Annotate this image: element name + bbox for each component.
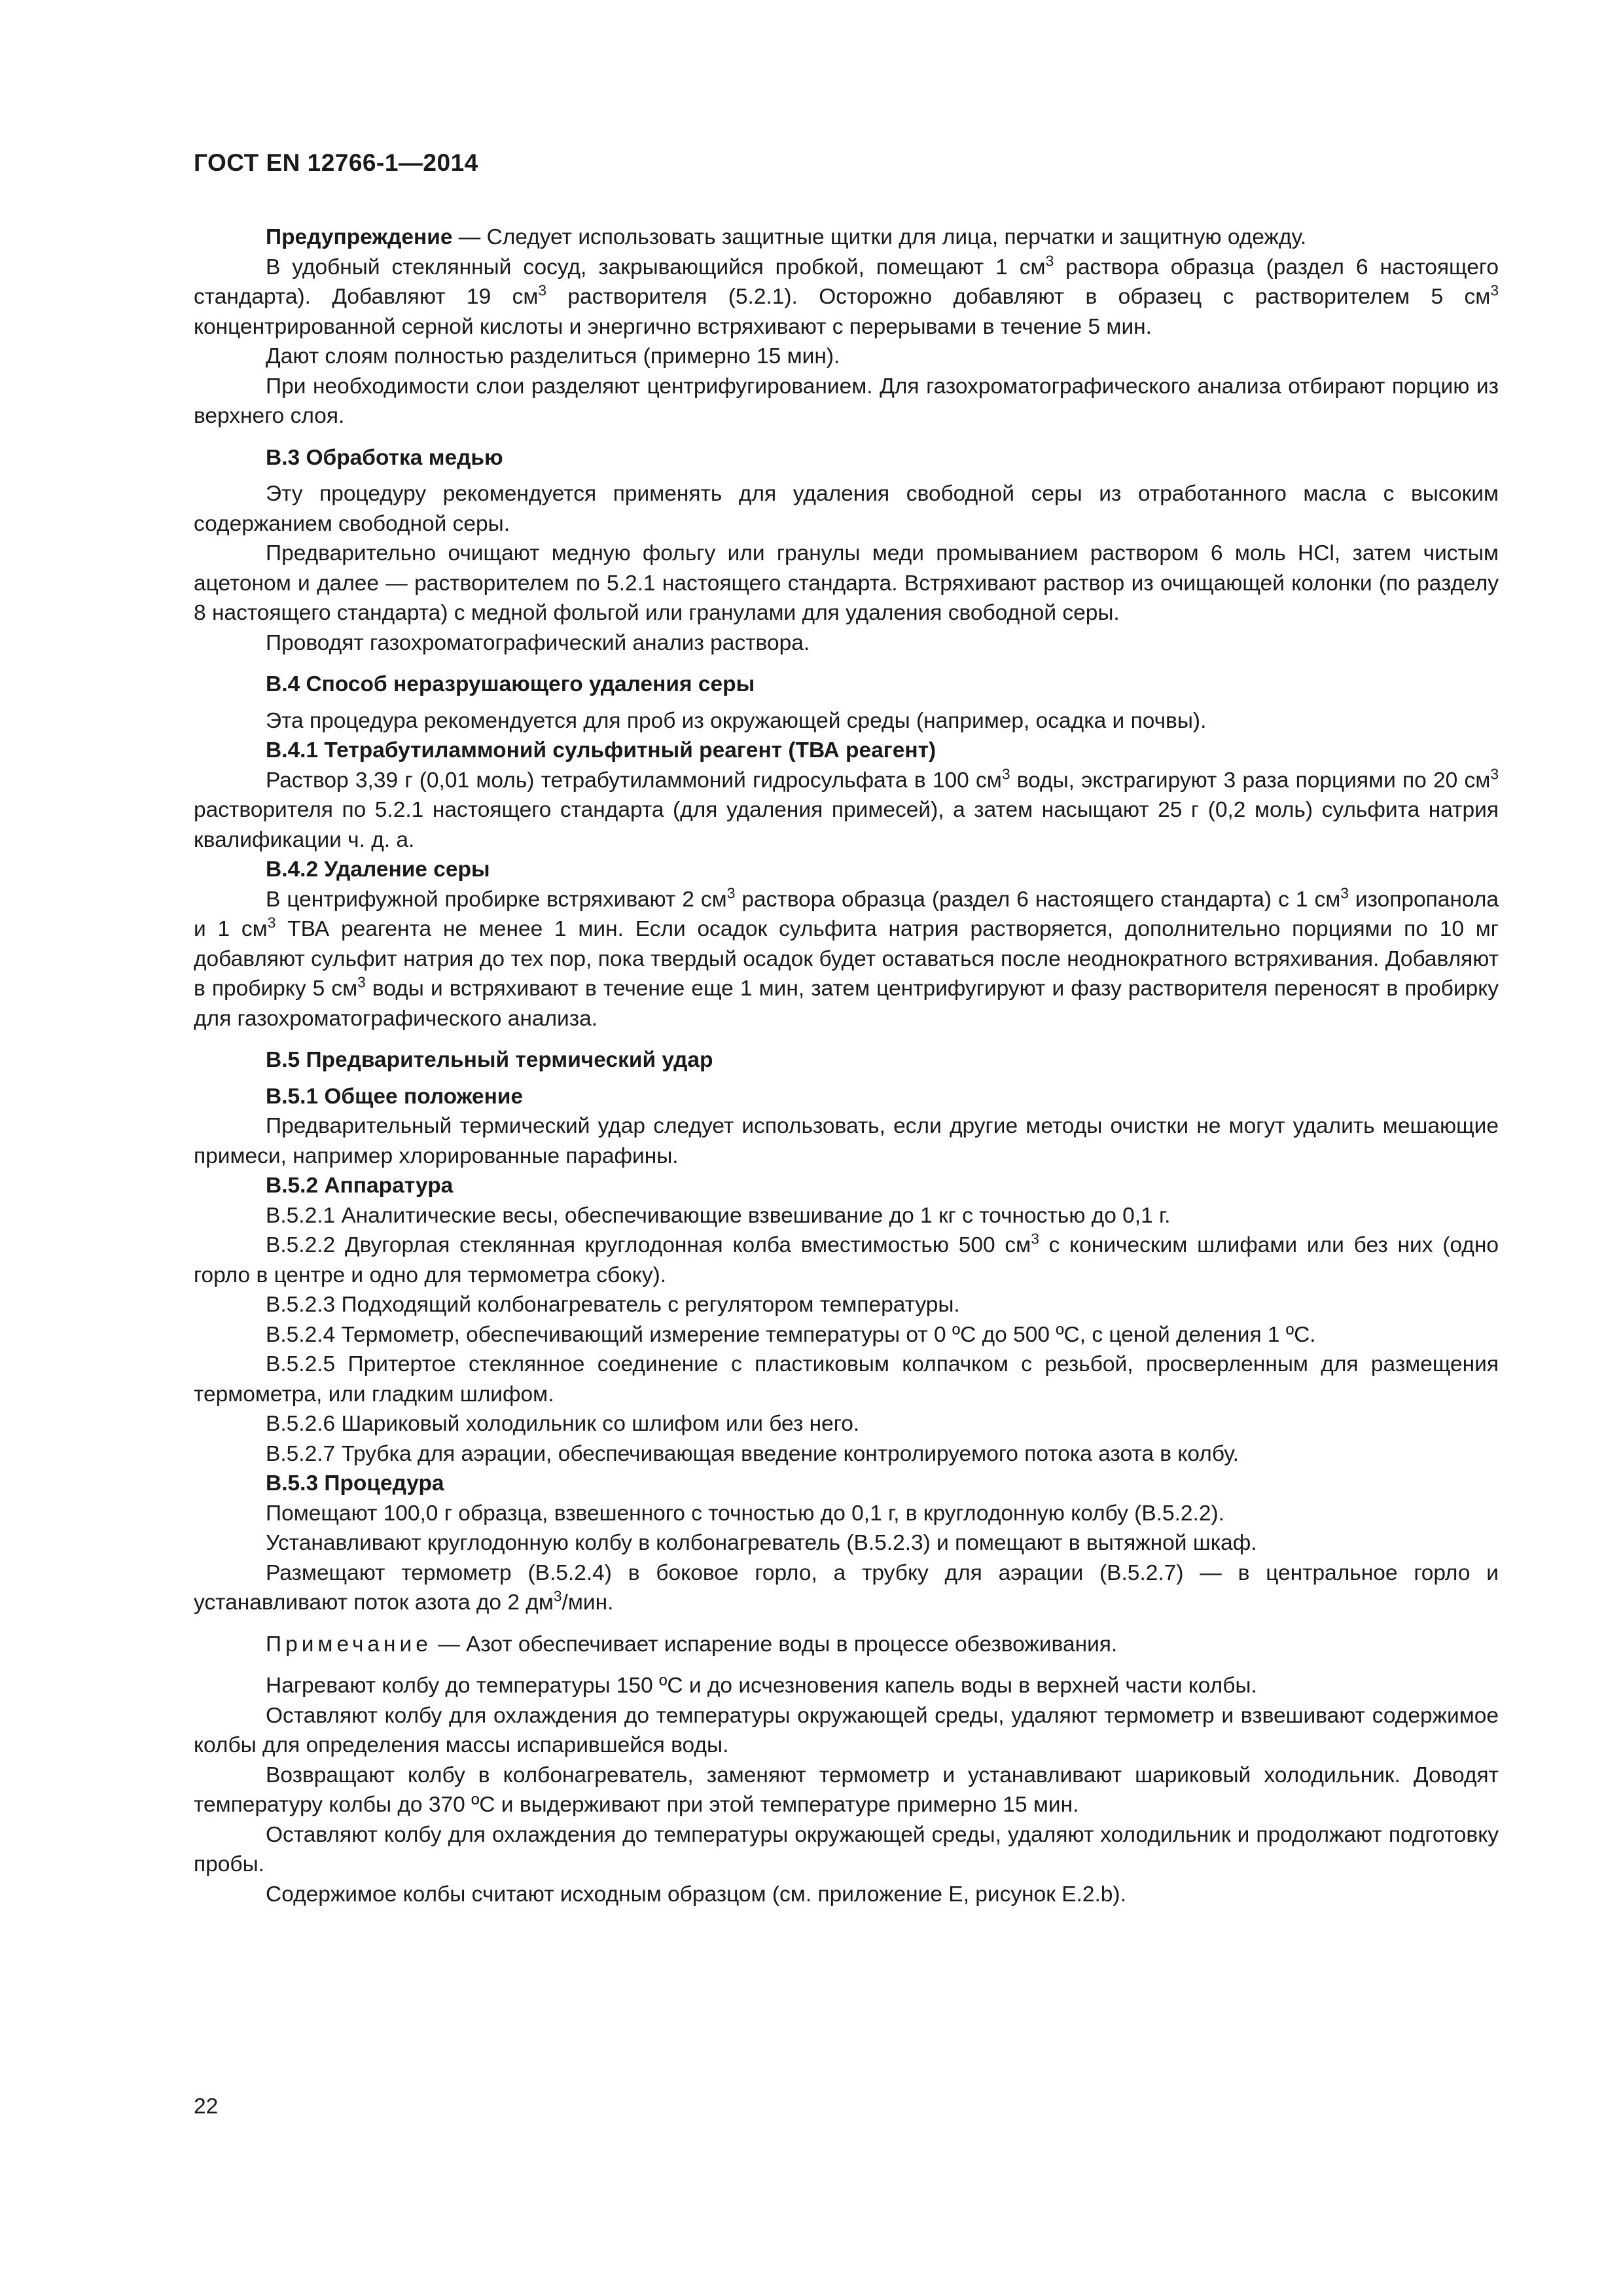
document-header: ГОСТ EN 12766-1—2014 xyxy=(194,149,478,176)
text-fragment: ТВА реагента не менее 1 мин. Если осадок сульфита натрия растворяется, дополнительно порциями по 10 мг добавляют сульфит натрия до тех пор, пока твердый осадок будет оставаться после неоднократного встряхивания. Добавляют в пробирку 5 см xyxy=(194,917,1499,1001)
section-heading-b5: B.5 Предварительный термический удар xyxy=(266,1048,713,1072)
subsection-heading-b53: B.5.3 Процедура xyxy=(266,1471,444,1496)
superscript: 3 xyxy=(1001,764,1010,782)
superscript: 3 xyxy=(726,884,736,901)
paragraph: При необходимости слои разделяют центрифугированием. Для газохроматографического анализа отбирают порцию из верхнего слоя. xyxy=(194,374,1499,428)
superscript: 3 xyxy=(1490,281,1499,299)
paragraph xyxy=(194,1558,1499,1618)
paragraph: B.5.2.3 Подходящий колбонагреватель с регулятором температуры. xyxy=(266,1293,960,1317)
paragraph: B.5.2.6 Шариковый холодильник со шлифом или без него. xyxy=(266,1412,860,1436)
warning-text: — Следует использовать защитные щитки для лица, перчатки и защитную одежду. xyxy=(452,225,1307,249)
text-fragment: изопропанола и 1 см xyxy=(194,887,1499,941)
paragraph: Содержимое колбы считают исходным образцом (см. приложение E, рисунок E.2.b). xyxy=(266,1882,1126,1907)
subsection-heading-b42: B.4.2 Удаление серы xyxy=(266,857,490,882)
paragraph: B.5.2.7 Трубка для аэрации, обеспечивающая введение контролируемого потока азота в колбу. xyxy=(266,1441,1239,1466)
paragraph: Оставляют колбу для охлаждения до температуры окружающей среды, удаляют холодильник и продолжают подготовку пробы. xyxy=(194,1822,1499,1876)
paragraph: Эту процедуру рекомендуется применять для удаления свободной серы из отработанного масла с высоким содержанием свободной серы. xyxy=(194,482,1499,536)
paragraph xyxy=(194,1230,1499,1290)
paragraph: Помещают 100,0 г образца, взвешенного с точностью до 0,1 г, в круглодонную колбу (B.5.2.2). xyxy=(266,1501,1224,1526)
paragraph: Оставляют колбу для охлаждения до температуры окружающей среды, удаляют термометр и взвешивают содержимое колбы для определения массы испарившейся воды. xyxy=(194,1703,1499,1757)
note-label: Примечание xyxy=(266,1632,432,1657)
text-fragment: растворителя (5.2.1). Осторожно добавляют в образец с растворителем 5 см xyxy=(546,285,1491,309)
superscript: 3 xyxy=(357,973,366,991)
superscript: 3 xyxy=(1340,884,1349,901)
text-fragment: Раствор 3,39 г (0,01 моль) тетрабутиламмоний гидросульфата в 100 см xyxy=(266,768,1002,793)
paragraph: Предварительно очищают медную фольгу или гранулы меди промыванием раствором 6 моль HCl, затем чистым ацетоном и далее — растворителем по 5.2.1 настоящего стандарта. Встряхивают раствор из очищающей колонки (по разделу 8 настоящего стандарта) с медной фольгой или гранулами для удаления свободной серы. xyxy=(194,541,1499,625)
text-fragment: В удобный стеклянный сосуд, закрывающийся пробкой, помещают 1 см xyxy=(266,255,1046,279)
text-fragment: раствора образца (раздел 6 настоящего стандарта) с 1 см xyxy=(735,887,1341,912)
superscript: 3 xyxy=(1045,251,1054,269)
paragraph: B.5.2.1 Аналитические весы, обеспечивающие взвешивание до 1 кг с точностью до 0,1 г. xyxy=(266,1203,1171,1228)
paragraph: Устанавливают круглодонную колбу в колбонагреватель (B.5.2.3) и помещают в вытяжной шкаф. xyxy=(266,1531,1257,1555)
warning-paragraph xyxy=(194,223,1499,253)
text-fragment: растворителя по 5.2.1 настоящего стандарта (для удаления примесей), а затем насыщают 25 г (0,2 моль) сульфита натрия квалификации ч. д. а. xyxy=(194,798,1499,852)
text-fragment: B.5.2.2 Двугорлая стеклянная круглодонная колба вместимостью 500 см xyxy=(266,1233,1031,1257)
paragraph xyxy=(194,885,1499,1034)
text-fragment: воды и встряхивают в течение еще 1 мин, затем центрифугируют и фазу растворителя переносят в пробирку для газохроматографического анализа. xyxy=(194,977,1499,1031)
paragraph: B.5.2.4 Термометр, обеспечивающий измерение температуры от 0 ºС до 500 ºС, с ценой деления 1 ºС. xyxy=(266,1322,1316,1347)
subsection-heading-b41: B.4.1 Тетрабутиламмоний сульфитный реагент (ТВА реагент) xyxy=(266,738,936,762)
text-fragment: раствора образца (раздел 6 настоящего стандарта). Добавляют 19 см xyxy=(194,255,1499,309)
text-fragment: /мин. xyxy=(562,1590,614,1615)
superscript: 3 xyxy=(553,1587,562,1605)
paragraph xyxy=(194,766,1499,855)
paragraph: Возвращают колбу в колбонагреватель, заменяют термометр и устанавливают шариковый холодильник. Доводят температуру колбы до 370 ºС и выдерживают при этой температуре примерно 15 мин. xyxy=(194,1763,1499,1817)
note xyxy=(194,1630,1499,1660)
section-heading-b4: B.4 Способ неразрушающего удаления серы xyxy=(266,672,755,696)
paragraph: Дают слоям полностью разделиться (примерно 15 мин). xyxy=(266,344,840,368)
superscript: 3 xyxy=(1490,764,1499,782)
subsection-heading-b51: B.5.1 Общее положение xyxy=(266,1084,524,1109)
superscript: 3 xyxy=(538,281,547,299)
section-heading-b3: B.3 Обработка медью xyxy=(266,445,503,470)
text-fragment: В центрифужной пробирке встряхивают 2 см xyxy=(266,887,727,912)
paragraph: Нагревают колбу до температуры 150 ºС и до исчезновения капель воды в верхней части колбы. xyxy=(266,1674,1257,1698)
paragraph: Эта процедура рекомендуется для проб из окружающей среды (например, осадка и почвы). xyxy=(266,708,1207,733)
text-fragment: концентрированной серной кислоты и энергично встряхивают с перерывами в течение 5 мин. xyxy=(194,314,1152,339)
paragraph xyxy=(194,253,1499,342)
text-fragment: с коническим шлифами или без них (одно горло в центре и одно для термометра сбоку). xyxy=(194,1233,1499,1287)
paragraph: Предварительный термический удар следует использовать, если другие методы очистки не могут удалить мешающие примеси, например хлорированные парафины. xyxy=(194,1114,1499,1168)
note-text: — Азот обеспечивает испарение воды в процессе обезвоживания. xyxy=(431,1632,1118,1657)
document-body xyxy=(194,223,1499,1909)
page-number: 22 xyxy=(194,2094,219,2119)
paragraph: Проводят газохроматографический анализ раствора. xyxy=(266,630,810,655)
text-fragment: Размещают термометр (B.5.2.4) в боковое горло, а трубку для аэрации (B.5.2.7) — в центральное горло и устанавливают поток азота до 2 дм xyxy=(194,1560,1499,1615)
superscript: 3 xyxy=(1031,1230,1039,1247)
paragraph: B.5.2.5 Притертое стеклянное соединение с пластиковым колпачком с резьбой, просверленным для размещения термометра, или гладким шлифом. xyxy=(194,1352,1499,1407)
warning-label: Предупреждение xyxy=(266,225,453,249)
subsection-heading-b52: B.5.2 Аппаратура xyxy=(266,1174,454,1198)
text-fragment: воды, экстрагируют 3 раза порциями по 20 см xyxy=(1010,768,1491,793)
superscript: 3 xyxy=(267,914,276,931)
